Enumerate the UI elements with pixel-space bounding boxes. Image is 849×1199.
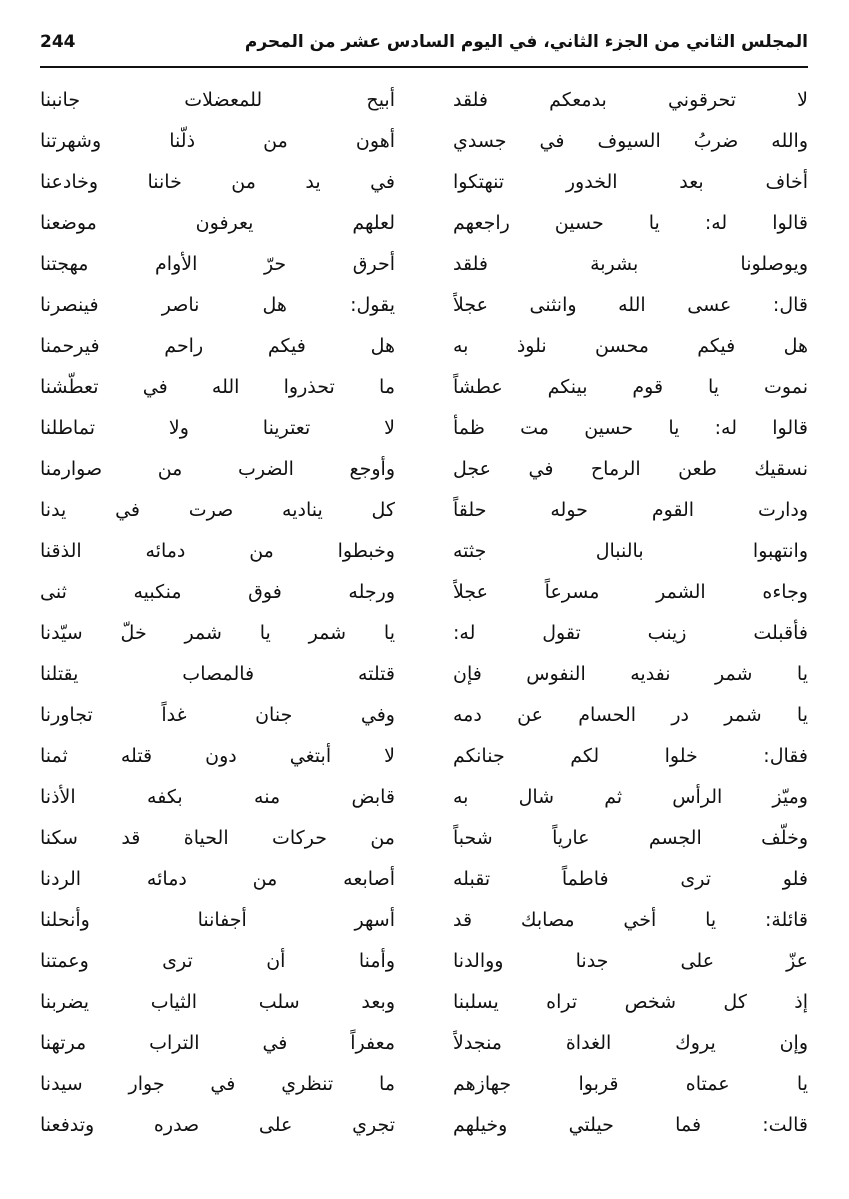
verse-line: وبعد سلب الثياب يضربنا: [40, 991, 395, 1013]
verse-line: يقول: هل ناصر فينصرنا: [40, 294, 395, 316]
poem-column-left: [40, 80, 395, 1146]
verse-line: قتلته فالمصاب يقتلنا: [40, 663, 395, 685]
verse-line: وإن يروك الغداة منجدلاً: [453, 1032, 808, 1054]
verse-line: لا تحرقوني بدمعكم فلقد: [453, 89, 808, 111]
verse-line: يا شمر در الحسام عن دمه: [453, 704, 808, 726]
verse-line: أهون من ذلّنا وشهرتنا: [40, 130, 395, 152]
verse-line: يا شمر يا شمر خلّ سيّدنا: [40, 622, 395, 644]
verse-line: نموت يا قوم بينكم عطشاً: [453, 376, 808, 398]
verse-line: في يد من خاننا وخادعنا: [40, 171, 395, 193]
verse-line: لا تعترينا ولا تماطلنا: [40, 417, 395, 439]
verse-line: أبيح للمعضلات جانبنا: [40, 89, 395, 111]
verse-line: تجري على صدره وتدفعنا: [40, 1114, 395, 1136]
verse-line: قالت: فما حيلتي وخيلهم: [453, 1114, 808, 1136]
verse-line: ما تنظري في جوار سيدنا: [40, 1073, 395, 1095]
verse-line: من حركات الحياة قد سكنا: [40, 827, 395, 849]
verse-line: وخبطوا من دمائه الذقنا: [40, 540, 395, 562]
verse-line: إذ كل شخص تراه يسلبنا: [453, 991, 808, 1013]
verse-line: ودارت القوم حوله حلقاً: [453, 499, 808, 521]
verse-line: هل فيكم راحم فيرحمنا: [40, 335, 395, 357]
verse-line: قائلة: يا أخي مصابك قد: [453, 909, 808, 931]
verse-line: لا أبتغي دون قتله ثمنا: [40, 745, 395, 767]
verse-line: فلو ترى فاطماً تقبله: [453, 868, 808, 890]
verse-line: قال: عسى الله وانثنى عجلاً: [453, 294, 808, 316]
verse-line: قالوا له: يا حسين راجعهم: [453, 212, 808, 234]
verse-line: لعلهم يعرفون موضعنا: [40, 212, 395, 234]
verse-line: معفراً في التراب مرتهنا: [40, 1032, 395, 1054]
verse-line: فقال: خلوا لكم جنانكم: [453, 745, 808, 767]
verse-line: وفي جنان غداً تجاورنا: [40, 704, 395, 726]
verse-line: وميّز الرأس ثم شال به: [453, 786, 808, 808]
page-number: 244: [40, 32, 76, 52]
verse-line: والله ضربُ السيوف في جسدي: [453, 130, 808, 152]
verse-line: وخلّف الجسم عارياً شحباً: [453, 827, 808, 849]
verse-line: قابض منه بكفه الأذنا: [40, 786, 395, 808]
verse-line: أسهر أجفاننا وأنحلنا: [40, 909, 395, 931]
verse-line: وأوجع الضرب من صوارمنا: [40, 458, 395, 480]
verse-line: وجاءه الشمر مسرعاً عجلاً: [453, 581, 808, 603]
verse-line: ما تحذروا الله في تعطّشنا: [40, 376, 395, 398]
poem: [40, 80, 808, 1146]
verse-line: نسقيك طعن الرماح في عجل: [453, 458, 808, 480]
running-header: [40, 30, 808, 68]
verse-line: كل يناديه صرت في يدنا: [40, 499, 395, 521]
verse-line: وأمنا أن ترى وعمتنا: [40, 950, 395, 972]
verse-line: وانتهبوا بالنبال جثته: [453, 540, 808, 562]
verse-line: يا عمتاه قربوا جهازهم: [453, 1073, 808, 1095]
verse-line: أحرق حرّ الأوام مهجتنا: [40, 253, 395, 275]
verse-line: أصابعه من دمائه الردنا: [40, 868, 395, 890]
verse-line: فأقبلت زينب تقول له:: [453, 622, 808, 644]
poem-column-right: [453, 80, 808, 1146]
verse-line: أخاف بعد الخدور تنهتكوا: [453, 171, 808, 193]
header-title: المجلس الثاني من الجزء الثاني، في اليوم السادس عشر من المحرم: [244, 32, 808, 52]
verse-line: ويوصلونا بشربة فلقد: [453, 253, 808, 275]
verse-line: قالوا له: يا حسين مت ظمأ: [453, 417, 808, 439]
verse-line: هل فيكم محسن نلوذ به: [453, 335, 808, 357]
verse-line: عزّ على جدنا ووالدنا: [453, 950, 808, 972]
verse-line: ورجله فوق منكبيه ثنى: [40, 581, 395, 603]
verse-line: يا شمر نفديه النفوس فإن: [453, 663, 808, 685]
